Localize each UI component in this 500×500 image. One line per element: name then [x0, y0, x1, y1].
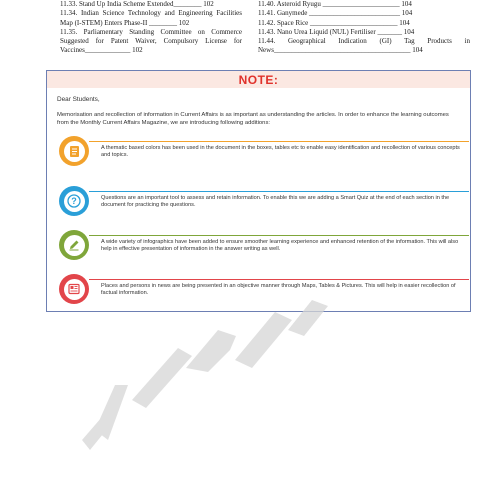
newspaper-icon [59, 274, 89, 304]
toc-entry[interactable]: 11.41. Ganymede __________________________ 104 [258, 9, 413, 18]
note-item-questions [59, 186, 465, 220]
note-header [47, 71, 470, 88]
toc-left-column [60, 0, 242, 56]
toc-entry[interactable]: 11.40. Asteroid Ryugu ______________________ 104 [258, 0, 412, 8]
accent-line [89, 191, 469, 192]
toc-entry[interactable]: 11.33. Stand Up India Scheme Extended________ 102 [60, 0, 214, 8]
toc-entry[interactable]: 11.35. Parliamentary Standing Committee on Commerce Suggested for Patent Waiver, Compulsory License for Vaccines_____________ 102 [60, 27, 242, 55]
note-item-maps [59, 274, 465, 308]
toc-entry[interactable]: 11.34. Indian Science Technology and Engineering Facilities Map (I-STEM) Enters Phase-II ________ 102 [60, 9, 242, 27]
accent-line [89, 141, 469, 142]
watermark-logo [60, 290, 480, 470]
note-item-text: Questions are an important tool to assess and retain information. To enable this we are adding a Smart Quiz at the end of each section in the document for practicing the questions. [101, 195, 450, 209]
pencil-icon [59, 230, 89, 260]
question-icon [59, 186, 89, 216]
svg-text:?: ? [71, 196, 77, 206]
toc-entry[interactable]: 11.42. Space Rice _________________________ 104 [258, 18, 410, 27]
table-of-contents [0, 0, 500, 66]
document-icon [59, 136, 89, 166]
note-title: NOTE: [238, 72, 279, 87]
note-box [46, 70, 471, 312]
note-item-text: A thematic based colors has been used in the document in the boxes, tables etc to enable easy identification and recollection of various concepts and topics. [101, 145, 460, 159]
note-item-text: Places and persons in news are being presented in an objective manner through Maps, Tables & Pictures. This will help in easier recollection of factual information. [101, 283, 456, 297]
toc-entry[interactable]: 11.44. Geographical Indication (GI) Tag Products in News_______________________________________ 104 [258, 37, 470, 55]
accent-line [89, 279, 469, 280]
toc-entry[interactable]: 11.43. Nano Urea Liquid (NUL) Fertiliser _______ 104 [258, 27, 415, 36]
note-item-colors [59, 136, 465, 170]
note-item-text: A wide variety of infographics have been added to ensure smoother learning experience and enhanced retention of the information. This will also help in effective presentation of information in the answer writing as well. [101, 239, 459, 253]
note-item-infographics [59, 230, 465, 264]
accent-line [89, 235, 469, 236]
toc-right-column [258, 0, 470, 56]
greeting-text: Dear Students, [57, 96, 100, 103]
intro-paragraph: Memorisation and recollection of information in Current Affairs is as important as understanding the articles. In order to enhance the learning outcomes from the Monthly Current Affairs Magazine, we are introducing following additions: [57, 112, 449, 126]
